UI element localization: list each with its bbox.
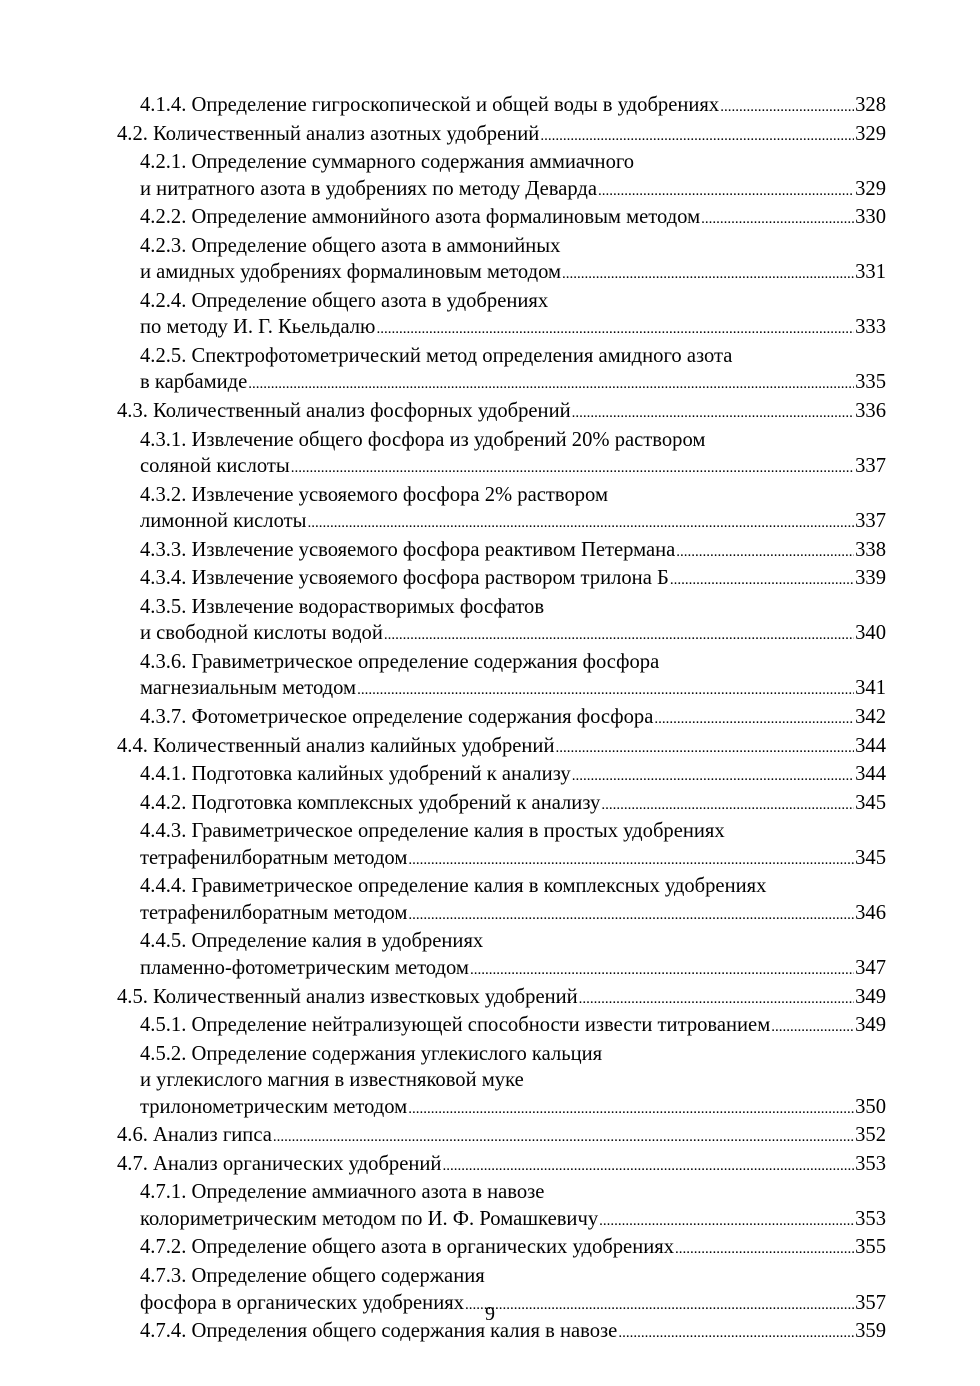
table-of-contents <box>117 92 886 1347</box>
toc-entry-title: колориметрическим методом по И. Ф. Ромашкевичу <box>140 1207 599 1230</box>
toc-entry-line <box>140 204 886 233</box>
toc-entry-title: 4.4.5. Определение калия в удобрениях <box>140 930 484 953</box>
dot-leader <box>598 178 854 205</box>
toc-entry-title: 4.7.1. Определение аммиачного азота в навозе <box>140 1181 545 1204</box>
toc-entry[interactable] <box>117 649 886 704</box>
toc-page-number: 357 <box>855 1291 886 1314</box>
toc-page-number: 359 <box>855 1320 886 1343</box>
toc-entry-title: соляной кислоты <box>140 455 290 478</box>
toc-entry-title: в карбамиде <box>140 371 248 394</box>
toc-entry[interactable] <box>117 537 886 566</box>
toc-entry[interactable] <box>117 1012 886 1041</box>
toc-page-number: 331 <box>855 261 886 284</box>
toc-entry[interactable] <box>117 427 886 482</box>
toc-entry[interactable] <box>117 818 886 873</box>
toc-entry-line <box>140 508 886 537</box>
toc-entry[interactable] <box>117 873 886 928</box>
dot-leader <box>599 1208 854 1235</box>
dot-leader <box>579 986 854 1013</box>
toc-entry[interactable] <box>117 594 886 649</box>
toc-entry-line <box>140 620 886 649</box>
toc-entry-line <box>117 398 886 427</box>
toc-entry-line <box>140 649 886 676</box>
toc-page-number: 337 <box>855 510 886 533</box>
toc-entry[interactable] <box>117 565 886 594</box>
toc-entry-line <box>140 314 886 343</box>
dot-leader <box>470 957 854 984</box>
toc-page-number: 344 <box>855 763 886 786</box>
toc-page-number: 329 <box>855 177 886 200</box>
toc-page-number: 329 <box>855 122 886 145</box>
toc-entry-line <box>117 733 886 762</box>
toc-entry-line <box>140 288 886 315</box>
toc-entry-line <box>140 1041 886 1068</box>
toc-entry-title: 4.3.2. Извлечение усвояемого фосфора 2% раствором <box>140 483 608 506</box>
toc-entry-title: и углекислого магния в известняковой муке <box>140 1069 524 1092</box>
dot-leader <box>720 94 854 121</box>
toc-entry[interactable] <box>117 733 886 762</box>
toc-entry[interactable] <box>117 1179 886 1234</box>
toc-entry-title: 4.3.4. Извлечение усвояемого фосфора раствором трилона Б <box>140 567 669 590</box>
toc-entry-line <box>140 845 886 874</box>
toc-entry-title: 4.7.4. Определения общего содержания калия в навозе <box>140 1320 618 1343</box>
toc-entry-title: 4.4.2. Подготовка комплексных удобрений к анализу <box>140 791 601 814</box>
toc-entry-title: 4.5.1. Определение нейтрализующей способности извести титрованием <box>140 1014 771 1037</box>
toc-page-number: 341 <box>855 677 886 700</box>
toc-page-number: 353 <box>855 1152 886 1175</box>
toc-page-number: 328 <box>855 94 886 116</box>
dot-leader <box>771 1014 854 1041</box>
toc-entry-title: 4.7.2. Определение общего азота в органических удобрениях <box>140 1236 674 1259</box>
toc-entry-title: и амидных удобрениях формалиновым методом <box>140 261 562 284</box>
dot-leader <box>601 792 854 819</box>
toc-page-number: 352 <box>855 1124 886 1147</box>
toc-entry-title: 4.6. Анализ гипса <box>117 1124 272 1147</box>
toc-entry[interactable] <box>117 1041 886 1123</box>
toc-entry-title: 4.2.1. Определение суммарного содержания аммиачного <box>140 151 635 174</box>
toc-entry-title: 4.4. Количественный анализ калийных удобрений <box>117 734 555 757</box>
toc-page-number: 347 <box>855 956 886 979</box>
toc-entry-line <box>140 675 886 704</box>
toc-page-number: 355 <box>855 1236 886 1259</box>
toc-entry-title: 4.3.5. Извлечение водорастворимых фосфатов <box>140 595 545 618</box>
toc-entry-title: магнезиальным методом <box>140 677 357 700</box>
toc-page-number: 340 <box>855 622 886 645</box>
toc-entry-title: и нитратного азота в удобрениях по методу Деварда <box>140 177 597 200</box>
toc-entry[interactable] <box>117 1151 886 1180</box>
toc-page-number: 346 <box>855 901 886 924</box>
toc-entry[interactable] <box>117 233 886 288</box>
toc-entry-title: 4.2.5. Спектрофотометрический метод определения амидного азота <box>140 344 733 367</box>
toc-entry-title: фосфора в органических удобрениях <box>140 1291 464 1314</box>
toc-page-number: 345 <box>855 846 886 869</box>
toc-entry-line <box>140 928 886 955</box>
toc-page-number: 338 <box>855 538 886 561</box>
toc-entry-line <box>140 1067 886 1094</box>
toc-entry-title: 4.3.7. Фотометрическое определение содержания фосфора <box>140 706 654 729</box>
toc-entry-line <box>140 453 886 482</box>
toc-entry-title: пламенно-фотометрическим методом <box>140 956 469 979</box>
toc-page-number: 330 <box>855 206 886 229</box>
dot-leader <box>291 455 854 482</box>
toc-entry-title: 4.5.2. Определение содержания углекислого кальция <box>140 1042 603 1065</box>
toc-entry-title: 4.4.3. Гравиметрическое определение калия в простых удобрениях <box>140 820 725 843</box>
toc-entry-line <box>140 1206 886 1235</box>
toc-entry-title: и свободной кислоты водой <box>140 622 383 645</box>
toc-entry-title: 4.2.4. Определение общего азота в удобрениях <box>140 289 549 312</box>
dot-leader <box>384 622 854 649</box>
toc-entry-line <box>140 1263 886 1290</box>
toc-entry[interactable] <box>117 204 886 233</box>
toc-entry-line <box>140 427 886 454</box>
toc-entry-line <box>140 1012 886 1041</box>
toc-entry-line <box>140 92 886 121</box>
toc-entry-line <box>117 1122 886 1151</box>
toc-page-number: 336 <box>855 400 886 423</box>
toc-entry[interactable] <box>117 149 886 204</box>
toc-entry-title: тетрафенилборатным методом <box>140 901 408 924</box>
dot-leader <box>572 400 854 427</box>
toc-entry-line <box>140 1094 886 1123</box>
toc-entry-line <box>117 121 886 150</box>
toc-entry[interactable] <box>117 928 886 983</box>
toc-entry-title: лимонной кислоты <box>140 510 307 533</box>
toc-page-number: 342 <box>855 706 886 729</box>
toc-entry-title: 4.3. Количественный анализ фосфорных удобрений <box>117 400 571 423</box>
toc-entry-line <box>140 369 886 398</box>
dot-leader <box>572 763 854 790</box>
toc-entry-line <box>140 343 886 370</box>
toc-entry[interactable] <box>117 288 886 343</box>
toc-entry-title: 4.3.6. Гравиметрическое определение содержания фосфора <box>140 650 660 673</box>
dot-leader <box>555 735 854 762</box>
toc-entry-title: 4.4.1. Подготовка калийных удобрений к анализу <box>140 763 571 786</box>
toc-entry-line <box>140 761 886 790</box>
toc-entry-line <box>140 233 886 260</box>
toc-entry-title: 4.3.1. Извлечение общего фосфора из удобрений 20% раствором <box>140 428 706 451</box>
toc-entry-line <box>140 900 886 929</box>
dot-leader <box>442 1153 854 1180</box>
toc-page-number: 339 <box>855 567 886 590</box>
dot-leader <box>675 1236 854 1263</box>
toc-entry-title: 4.1.4. Определение гигроскопической и общей воды в удобрениях <box>140 94 720 116</box>
toc-entry-title: по методу И. Г. Кьельдалю <box>140 316 376 339</box>
toc-page-number: 349 <box>855 1014 886 1037</box>
toc-entry-line <box>140 704 886 733</box>
toc-entry[interactable] <box>117 761 886 790</box>
toc-entry-title: 4.7.3. Определение общего содержания <box>140 1264 485 1287</box>
toc-entry-line <box>140 1234 886 1263</box>
toc-page-number: 333 <box>855 316 886 339</box>
toc-entry[interactable] <box>117 790 886 819</box>
toc-entry[interactable] <box>117 121 886 150</box>
toc-entry[interactable] <box>117 343 886 398</box>
toc-entry-line <box>117 984 886 1013</box>
dot-leader <box>273 1124 854 1151</box>
toc-entry-line <box>140 565 886 594</box>
toc-entry[interactable] <box>117 1234 886 1263</box>
toc-page-number: 349 <box>855 985 886 1008</box>
toc-entry[interactable] <box>117 1122 886 1151</box>
page-number: 9 <box>485 1303 495 1325</box>
dot-leader <box>376 316 854 343</box>
toc-page-number: 335 <box>855 371 886 394</box>
toc-entry-line <box>140 176 886 205</box>
toc-entry-title: 4.2.2. Определение аммонийного азота формалиновым методом <box>140 206 701 229</box>
toc-entry-title: 4.2.3. Определение общего азота в аммонийных <box>140 234 561 257</box>
toc-entry[interactable] <box>117 482 886 537</box>
toc-page-number: 337 <box>855 455 886 478</box>
toc-entry-line <box>140 482 886 509</box>
toc-entry-title: 4.2. Количественный анализ азотных удобрений <box>117 122 540 145</box>
toc-entry[interactable] <box>117 704 886 733</box>
toc-entry-title: 4.7. Анализ органических удобрений <box>117 1152 442 1175</box>
toc-entry-title: тетрафенилборатным методом <box>140 846 408 869</box>
dot-leader <box>307 510 854 537</box>
toc-entry-title: 4.4.4. Гравиметрическое определение калия в комплексных удобрениях <box>140 875 767 898</box>
toc-page-number: 350 <box>855 1095 886 1118</box>
toc-entry[interactable] <box>117 398 886 427</box>
dot-leader <box>248 371 854 398</box>
toc-entry-line <box>140 149 886 176</box>
dot-leader <box>562 261 854 288</box>
dot-leader <box>408 847 854 874</box>
dot-leader <box>654 706 854 733</box>
dot-leader <box>408 902 854 929</box>
toc-entry-line <box>140 594 886 621</box>
toc-entry-line <box>140 259 886 288</box>
dot-leader <box>670 567 854 594</box>
toc-entry[interactable] <box>117 92 886 121</box>
toc-entry-line <box>140 873 886 900</box>
toc-page-number: 345 <box>855 791 886 814</box>
toc-entry[interactable] <box>117 984 886 1013</box>
dot-leader <box>408 1096 854 1123</box>
toc-entry-title: 4.3.3. Извлечение усвояемого фосфора реактивом Петермана <box>140 538 676 561</box>
toc-page-number: 344 <box>855 734 886 757</box>
toc-entry-title: трилонометрическим методом <box>140 1095 408 1118</box>
toc-entry-line <box>140 818 886 845</box>
toc-entry-line <box>140 955 886 984</box>
dot-leader <box>701 206 854 233</box>
dot-leader <box>676 539 854 566</box>
toc-entry-line <box>140 790 886 819</box>
toc-page-number: 353 <box>855 1207 886 1230</box>
toc-entry-title: 4.5. Количественный анализ известковых удобрений <box>117 985 578 1008</box>
toc-entry-line <box>140 537 886 566</box>
dot-leader <box>540 123 854 150</box>
dot-leader <box>357 677 854 704</box>
toc-entry-line <box>117 1151 886 1180</box>
toc-entry-line <box>140 1179 886 1206</box>
